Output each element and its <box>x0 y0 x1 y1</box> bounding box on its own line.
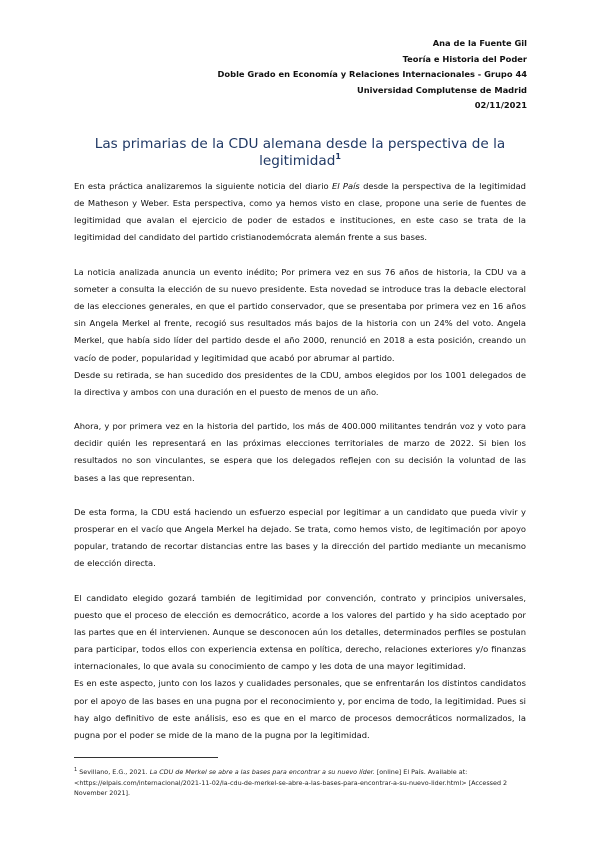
document-title <box>74 136 526 169</box>
author-name: Ana de la Fuente Gil <box>432 38 527 48</box>
paragraph-convention-legitimacy: El candidato elegido gozará también de legitimidad por convención, contrato y principios universales, puesto que el proceso de elección es democrático, acorde a los valores del partido y ha sido aceptado por las partes que en él intervienen. Aunque se desconocen aún los detalles, determinados perfiles se postulan para participar, todos ellos con experiencia extensa en política, derecho, relaciones exteriores y/o finanzas internacionales, lo que avala su conocimiento de campo y les dota de una mayor legitimidad. <box>74 592 526 672</box>
paragraph-militants: Ahora, y por primera vez en la historia del partido, los más de 400.000 militantes tendrán voz y voto para decidir quién les representará en las próximas elecciones territoriales de marzo de 2022. Si bien los resultados no son vinculantes, se espera que los delegados reflejen con su decisión la voluntad de las bases a las que representan. <box>74 421 526 483</box>
footnote-after: [online] El País. Available at: <https://elpais.com/internacional/2021-11-02/la-cdu-de-merkel-se-abre-a-las-bases-para-encontrar-a-su-nuevo-lider.html> [Accessed 2 November 2021]. <box>74 768 508 798</box>
paragraph-conclusion: Es en este aspecto, junto con los lazos y cualidades personales, que se enfrentarán los distintos candidatos por el apoyo de las bases en una pugna por el reconocimiento y, por encima de todo, la legitimidad. Pues si hay algo definitivo de este análisis, eso es que en el marco de procesos democráticos normalizados, la pugna por el poder se mide de la mano de la pugna por la legitimidad. <box>74 678 526 740</box>
course-name: Teoría e Historia del Poder <box>402 53 527 64</box>
footnote <box>74 765 526 799</box>
footnote-before: Sevillano, E.G., 2021. <box>77 768 150 776</box>
header-block <box>218 36 527 114</box>
degree-name: Doble Grado en Economía y Relaciones Internacionales - Grupo 44 <box>217 69 527 80</box>
paragraph-intro-after: desde la perspectiva de la legitimidad de Matheson y Weber. Esta perspectiva, como ya hemos visto en clase, propone una serie de fuentes de legitimidad que avalan el ejercicio de poder de estados e instituciones, en este caso se trata de la legitimidad del candidato del partido cristianodemócrata alemán frente a sus bases. <box>74 181 526 243</box>
footnote-divider <box>74 757 218 758</box>
title-text: Las primarias de la CDU alemana desde la perspectiva de la legitimidad <box>94 136 506 169</box>
document-body <box>74 178 526 744</box>
title-footnote-ref[interactable]: 1 <box>335 152 341 161</box>
paragraph-popular-legitimacy: De esta forma, la CDU está haciendo un esfuerzo especial por legitimar a un candidato que pueda vivir y prosperar en el vacío que Angela Merkel ha dejado. Se trata, como hemos visto, de legitimación por apoyo popular, tratando de recortar distancias entre las bases y la dirección del partido mediante un mecanismo de elección directa. <box>74 506 526 569</box>
paragraph-intro <box>74 178 526 247</box>
document-date: 02/11/2021 <box>474 100 527 111</box>
university-name: Universidad Complutense de Madrid <box>357 84 527 95</box>
newspaper-name: El País <box>332 181 360 191</box>
paragraph-news-summary: La noticia analizada anuncia un evento inédito; Por primera vez en sus 76 años de historia, la CDU va a someter a consulta la elección de su nuevo presidente. Esta novedad se introduce tras la debacle electoral de las elecciones generales, en que el partido conservador, que se presentaba por primera vez en 16 años sin Angela Merkel al frente, recogió sus resultados más bajos de la historia con un 24% del voto. Angela Merkel, que había sido líder del partido desde el año 2000, renunció en 2018 a esta posición, creando un vacío de poder, popularidad y legitimidad que acabó por abrumar al partido. <box>74 266 526 363</box>
paragraph-presidents: Desde su retirada, se han sucedido dos presidentes de la CDU, ambos elegidos por los 1001 delegados de la directiva y ambos con una duración en el puesto de menos de un año. <box>74 369 526 397</box>
paragraph-intro-before: En esta práctica analizaremos la siguiente noticia del diario <box>74 181 332 191</box>
footnote-number: 1 <box>74 767 78 773</box>
footnote-article-title: La CDU de Merkel se abre a las bases para encontrar a su nuevo líder. <box>149 768 375 776</box>
